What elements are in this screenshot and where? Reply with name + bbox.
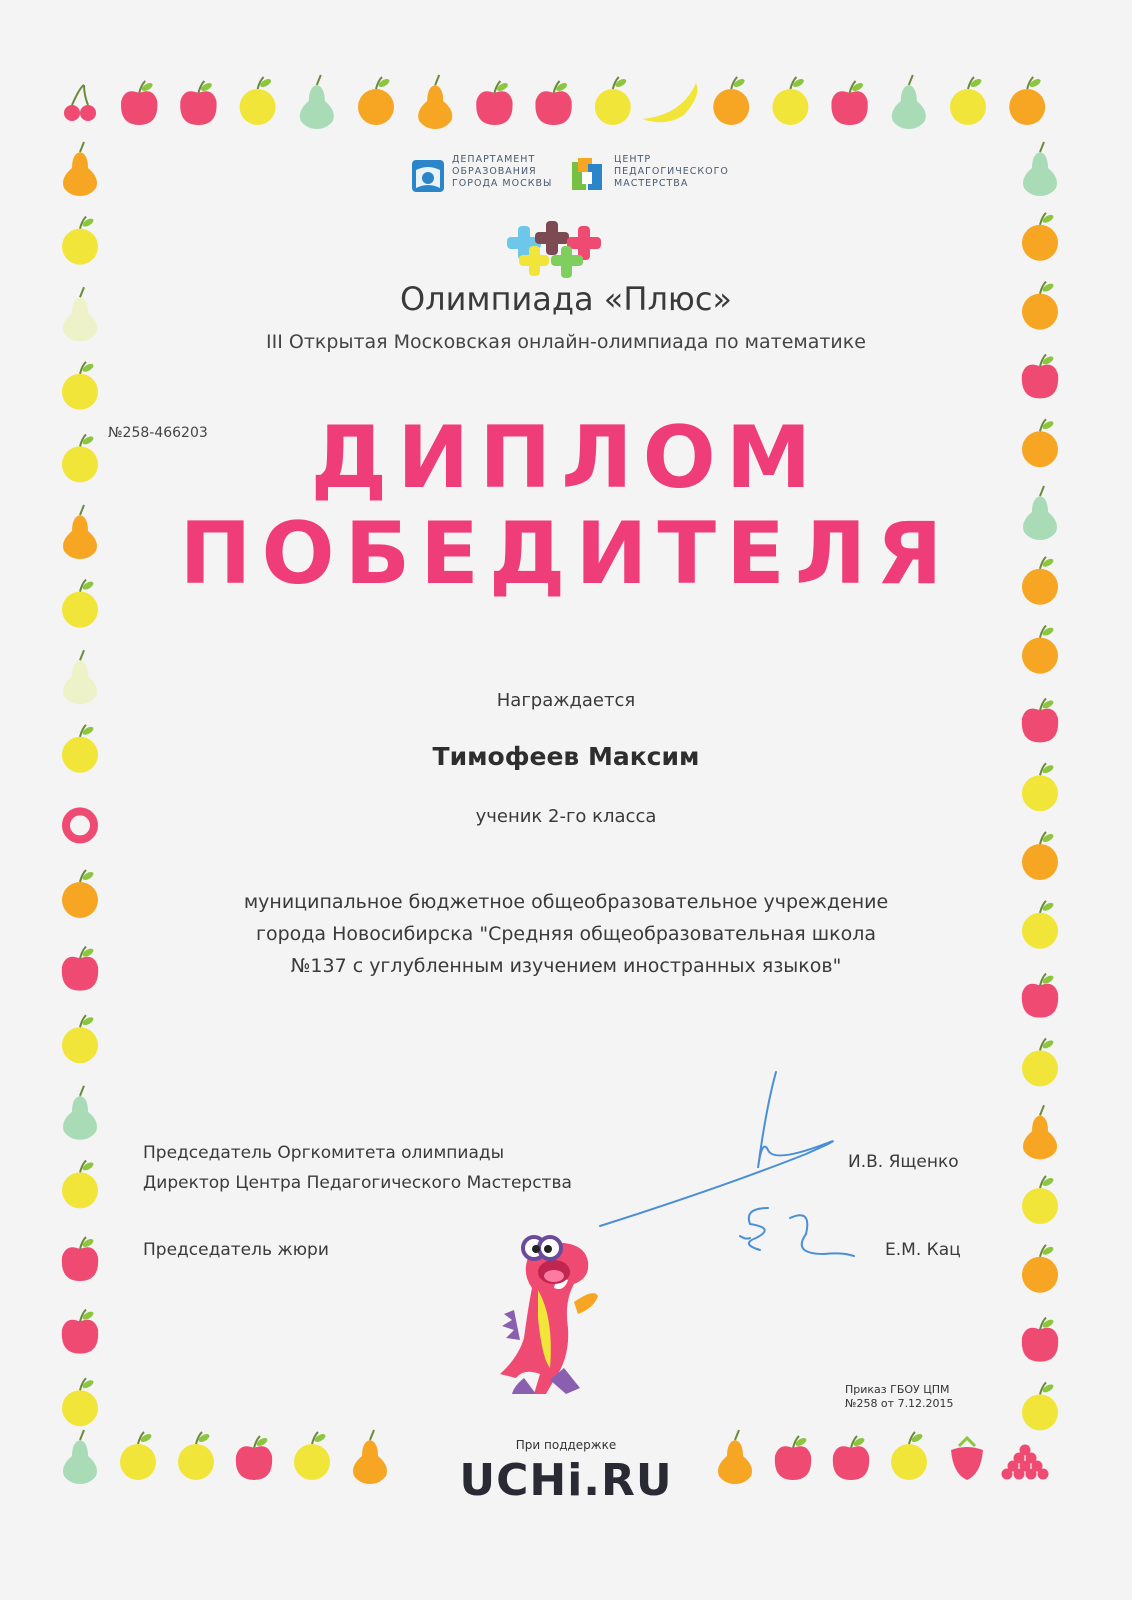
plus-emblem-icon [505, 220, 615, 282]
awarded-label: Награждается [496, 690, 636, 711]
support-label: При поддержке [515, 1438, 617, 1452]
fruit-opear-icon [418, 75, 452, 129]
signature-images [580, 1068, 880, 1298]
olympiad-title: Олимпиада «Плюс» [399, 280, 732, 318]
chair-title-line2: Директор Центра Педагогического Мастерства [143, 1173, 572, 1193]
fruit-orange-icon [1022, 626, 1058, 674]
fruit-yellow-icon [62, 1015, 98, 1063]
uchi-ru-logo: UCHi.RU [459, 1455, 673, 1506]
department-logo-icon [410, 156, 446, 196]
fruit-apple-icon [476, 81, 512, 125]
olympiad-subtitle: III Открытая Московская онлайн-олимпиада по математике [266, 331, 866, 353]
fruit-pear-icon [63, 1086, 97, 1140]
fruit-yellow-icon [62, 1378, 98, 1426]
fruit-apple-icon [62, 1310, 98, 1354]
fruit-cherry-icon [64, 85, 96, 121]
dinosaur-mascot-icon [494, 1218, 614, 1400]
fruit-pear-icon [892, 75, 926, 129]
jury-title: Председатель жюри [143, 1240, 329, 1260]
fruit-orange-icon [1022, 213, 1058, 261]
fruit-yellow-icon [1022, 1176, 1058, 1224]
fruit-yellow-icon [62, 362, 98, 410]
diploma-number: №258-466203 [108, 425, 208, 441]
jury-name: Е.М. Кац [885, 1240, 961, 1260]
fruit-pear-icon [1023, 142, 1057, 196]
header-logos [410, 152, 740, 202]
fruit-banana-icon [642, 83, 698, 122]
department-name: ДЕПАРТАМЕНТ ОБРАЗОВАНИЯ ГОРОДА МОСКВЫ [452, 154, 553, 189]
fruit-pear-icon [300, 75, 334, 129]
fruit-apple-icon [180, 81, 216, 125]
fruit-apple-icon [1022, 974, 1058, 1018]
fruit-yellow-icon [1022, 1038, 1058, 1086]
jury-signature [740, 1208, 854, 1256]
fruit-apple-icon [121, 81, 157, 125]
center-logo-icon [568, 154, 608, 194]
fruit-opear-icon [1023, 1105, 1057, 1159]
center-name: ЦЕНТР ПЕДАГОГИЧЕСКОГО МАСТЕРСТВА [614, 154, 729, 189]
fruit-yellow-icon [950, 77, 986, 125]
fruit-apple-icon [831, 81, 867, 125]
fruit-orange-icon [1022, 832, 1058, 880]
fruit-yellow-icon [772, 77, 808, 125]
fruit-apple-icon [62, 947, 98, 991]
fruit-opear-icon [63, 142, 97, 196]
fruit-apple-icon [535, 81, 571, 125]
fruit-orange-icon [1009, 77, 1045, 125]
fruit-orange-icon [1022, 1245, 1058, 1293]
fruit-apple-icon [1022, 1318, 1058, 1362]
fruit-orange-icon [713, 77, 749, 125]
chair-signature [600, 1072, 833, 1226]
order-reference: Приказ ГБОУ ЦПМ №258 от 7.12.2015 [845, 1383, 954, 1410]
chair-title-line1: Председатель Оргкомитета олимпиады [143, 1143, 505, 1163]
school-name: муниципальное бюджетное общеобразовательное учреждение города Новосибирска "Средняя общеобразовательная школа №137 с углубленным изучением иностранных языков" [243, 891, 889, 977]
fruit-orange-icon [62, 870, 98, 918]
fruit-yellow-icon [62, 1160, 98, 1208]
fruit-yellow-icon [240, 77, 276, 125]
fruit-yellow-icon [595, 77, 631, 125]
fruit-orange-icon [358, 77, 394, 125]
chair-name: И.В. Ященко [848, 1152, 959, 1172]
diploma-title-line1: ДИПЛОМ [310, 408, 822, 508]
fruit-yellow-icon [62, 217, 98, 265]
fruit-apple-icon [1022, 354, 1058, 398]
recipient-grade: ученик 2-го класса [475, 806, 657, 827]
fruit-apple-icon [62, 1237, 98, 1281]
fruit-yellow-icon [1022, 1382, 1058, 1430]
fruit-yellow-icon [1022, 901, 1058, 949]
diploma-title-line2: ПОБЕДИТЕЛЯ [179, 504, 953, 604]
recipient-name: Тимофеев Максим [432, 742, 700, 771]
